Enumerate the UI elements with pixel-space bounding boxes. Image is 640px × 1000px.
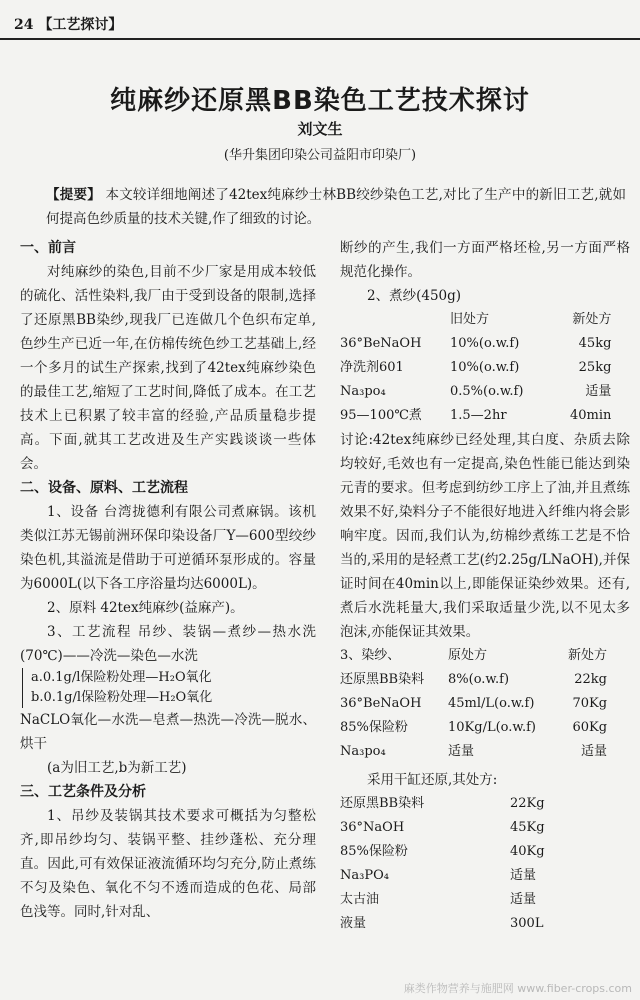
section-3-text: 1、吊纱及装锅其技术要求可概括为匀整松齐,即吊纱均匀、装锅平整、挂纱蓬松、充分理直。因此,可有效保证液流循环均匀充分,防止煮练不匀及染色、氧化不匀不透而造成的色花、局部色浅等。同时,针对乱、 [20, 808, 316, 920]
table-cell: 新处方 [568, 648, 608, 663]
table-row [340, 356, 611, 380]
table-row [340, 888, 590, 912]
abstract-text: 本文较详细地阐述了42tex纯麻纱士林BB绞纱染色工艺,对比了生产中的新旧工艺,就如何提高色纱质量的技术关键,作了细致的讨论。 [46, 187, 626, 227]
dye-recipe-table [340, 644, 607, 764]
section-1-heading: 一、前言 [20, 240, 76, 256]
flow-option-a: a.0.1g/l保险粉处理—H₂O氧化 [31, 670, 212, 685]
table-row [340, 816, 590, 840]
table-cell: Na₃po₄ [340, 384, 386, 399]
table-row [340, 380, 611, 404]
table-cell: 液量 [340, 916, 367, 931]
section-3-heading: 三、工艺条件及分析 [20, 784, 146, 800]
table-cell: 适量 [510, 892, 537, 907]
article-title: 纯麻纱还原黑BB染色工艺技术探讨 [110, 86, 530, 116]
boil-recipe-table [340, 308, 611, 428]
right-column [340, 236, 630, 936]
continued-paragraph: 断纱的产生,我们一方面严格坯检,另一方面严格规范化操作。 [340, 240, 630, 280]
table-cell: 45ml/L(o.w.f) [448, 696, 535, 711]
affiliation: (华升集团印染公司益阳市印染厂) [223, 148, 417, 163]
abstract-keyword: 【提要】 [46, 187, 101, 203]
process-flow-brace [22, 668, 316, 708]
table-cell: 1.5—2hr [450, 408, 507, 423]
flow-option-b: b.0.1g/l保险粉处理—H₂O氧化 [31, 690, 213, 705]
table-row [340, 912, 590, 936]
reduction-recipe-table [340, 792, 590, 936]
table-cell: 85%保险粉 [340, 844, 408, 859]
table-cell: 还原黑BB染料 [340, 796, 425, 811]
table-cell: 36°BeNaOH [340, 336, 422, 351]
table-cell: 85%保险粉 [340, 720, 408, 735]
table-cell: 8%(o.w.f) [448, 672, 510, 687]
table-cell: 适量 [510, 868, 537, 883]
process-flow-note: (a为旧工艺,b为新工艺) [47, 760, 187, 776]
process-flow-paragraph: 3、工艺流程 吊纱、装锅—煮纱—热水洗(70℃)——冷洗—染色—水洗 [20, 624, 316, 664]
table-cell: 10%(o.w.f) [450, 336, 520, 351]
header-rule [0, 38, 640, 40]
table-row [340, 692, 607, 716]
table-row [340, 840, 590, 864]
table-cell: 3、染纱、 [340, 648, 401, 663]
table-row [340, 740, 607, 764]
watermark: 麻类作物营养与施肥网 www.fiber-crops.com [403, 982, 632, 995]
table-cell: 22kg [574, 672, 608, 687]
table-row [340, 332, 611, 356]
table-header-row [340, 644, 607, 668]
table-cell: 10Kg/L(o.w.f) [448, 720, 536, 735]
table-cell: 10%(o.w.f) [450, 360, 520, 375]
table-cell: 适量 [448, 744, 475, 759]
table-cell: 36°BeNaOH [340, 696, 422, 711]
table-cell: 40Kg [510, 844, 545, 859]
equipment-paragraph: 1、设备 台湾拢德利有限公司煮麻锅。该机类似江苏无锡前洲环保印染设备厂Y—600型绞纱染色机,其溢流是借助于可逆循环泵形成的。容量为6000L(以下各工序浴量均达6000L)。 [20, 504, 316, 592]
table-cell: 适量 [585, 384, 612, 399]
table-cell: 45kg [578, 336, 612, 351]
table-cell: 36°NaOH [340, 820, 405, 835]
table-cell: 适量 [581, 744, 608, 759]
table-cell: Na₃po₄ [340, 744, 386, 759]
material-paragraph: 2、原料 42tex纯麻纱(益麻产)。 [47, 600, 244, 616]
table-cell: 60Kg [572, 720, 608, 735]
table-cell: 45Kg [510, 820, 545, 835]
table-cell: 原处方 [448, 648, 488, 663]
table-cell: 70Kg [572, 696, 608, 711]
section-1-text: 对纯麻纱的染色,目前不少厂家是用成本较低的硫化、活性染料,我厂由于受到设备的限制,选择了还原黑BB染纱,现我厂已连做几个色织布定单,色纱生产已近一年,在仿棉传统色纱工艺基础上,经一个多月的试生产探索,找到了42tex纯麻纱染色的最佳工艺,缩短了工艺时间,降低了成本。在工艺技术上已积累了较丰富的经验,产品质量稳步提高。下面,就其工艺改进及生产实践谈谈一些体会。 [20, 264, 316, 472]
table-cell: 新处方 [572, 312, 612, 327]
author: 刘文生 [297, 120, 343, 138]
table-cell: 0.5%(o.w.f) [450, 384, 524, 399]
table-cell: 净洗剂601 [340, 360, 404, 375]
table-row [340, 668, 607, 692]
section-2-heading: 二、设备、原料、工艺流程 [20, 480, 188, 496]
table-cell [340, 308, 450, 332]
boil-heading: 2、煮纱(450g) [367, 288, 462, 304]
table-row [340, 792, 590, 816]
table-row [340, 864, 590, 888]
table-cell: 太古油 [340, 892, 380, 907]
abstract [46, 183, 626, 231]
table-cell: 还原黑BB染料 [340, 672, 425, 687]
reduction-heading: 采用干缸还原,其处方: [367, 772, 498, 788]
table-cell: 95—100℃煮 [340, 408, 422, 423]
discussion-paragraph: 讨论:42tex纯麻纱已经处理,其白度、杂质去除均较好,毛效也有一定提高,染色性能已能达到染元青的要求。但考虑到纺纱工序上了油,并且煮练效果不好,染料分子不能很好地进入纤维内将会影响牢度。因而,我们认为,纺棉纱煮练工艺是不恰当的,采用的是轻煮工艺(约2.25g/LNaOH),并保证时间在40min以上,即能保证染纱效果。还有,煮后水洗耗量大,我们采取适量少洗,以不见太多泡沫,亦能保证其效果。 [340, 432, 630, 640]
table-cell: 22Kg [510, 796, 545, 811]
left-column [20, 236, 316, 924]
process-flow-continued: NaCLO氧化—水洗—皂煮—热洗—冷洗—脱水、烘干 [20, 712, 316, 752]
table-cell: 300L [510, 916, 544, 931]
table-cell: 旧处方 [450, 312, 490, 327]
table-cell: Na₃PO₄ [340, 868, 389, 883]
table-cell: 40min [570, 408, 612, 423]
table-header-row [340, 308, 611, 332]
page-header: 24 【工艺探讨】 [14, 17, 123, 33]
table-row [340, 716, 607, 740]
table-cell: 25kg [578, 360, 612, 375]
table-row [340, 404, 611, 428]
